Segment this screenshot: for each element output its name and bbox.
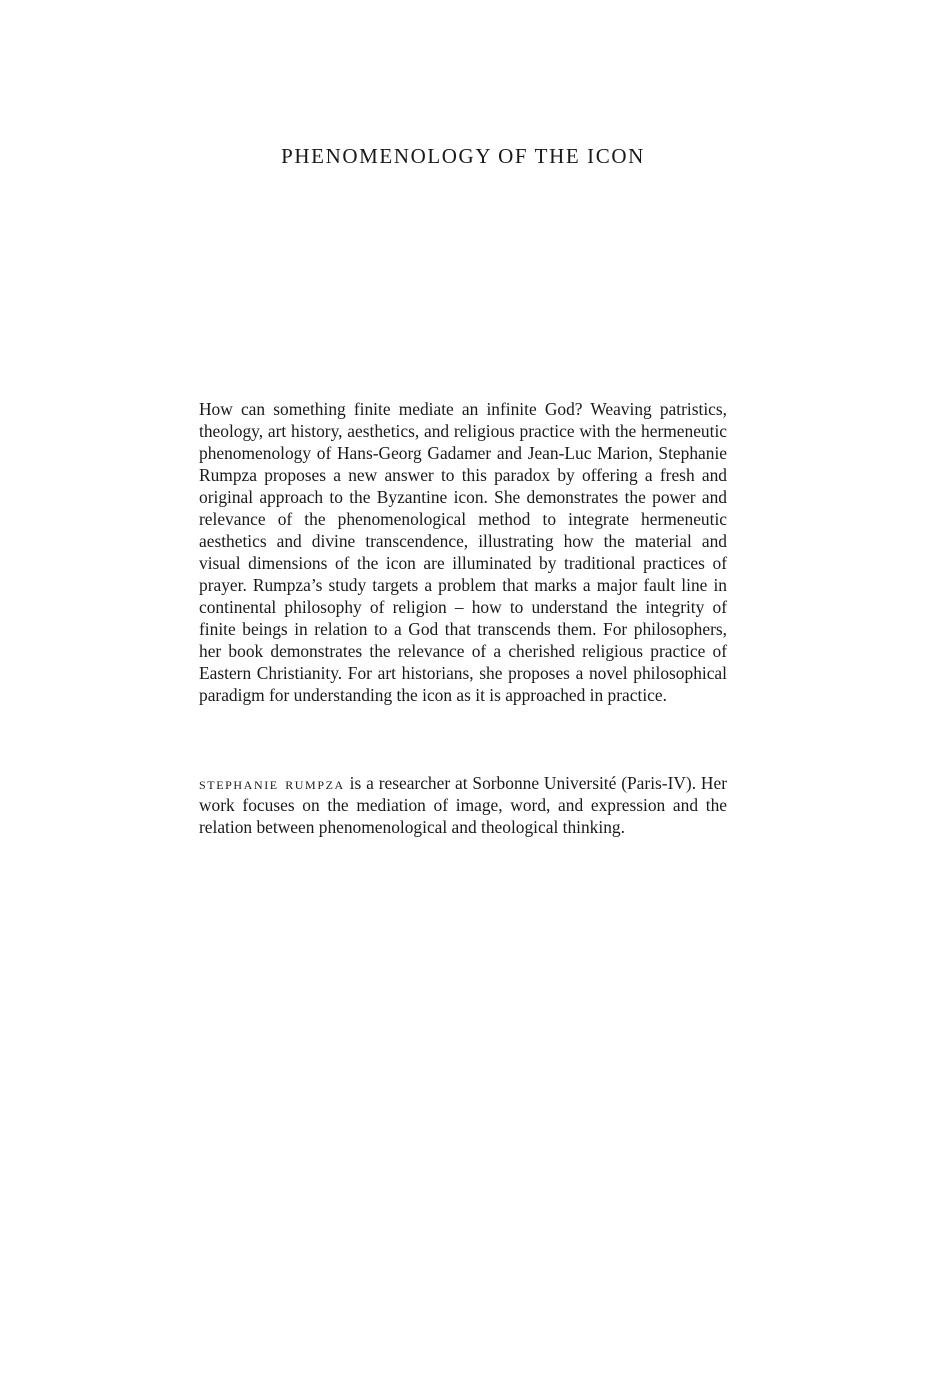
author-bio-text: is a researcher at Sorbonne Université (Paris-IV). Her work focuses on the mediation of image, word, and expression and the relation between phenomenological and theological thinking. <box>199 773 727 837</box>
author-bio <box>199 772 727 838</box>
page-title: PHENOMENOLOGY OF THE ICON <box>281 144 645 168</box>
author-name: stephanie rumpza <box>199 773 345 793</box>
book-description: How can something finite mediate an infinite God? Weaving patristics, theology, art history, aesthetics, and religious practice with the hermeneutic phenomenology of Hans-Georg Gadamer and Jean-Luc Marion, Stephanie Rumpza proposes a new answer to this paradox by offering a fresh and original approach to the Byzantine icon. She demonstrates the power and relevance of the phenomenological method to integrate hermeneutic aesthetics and divine transcendence, illustrating how the material and visual dimensions of the icon are illuminated by traditional practices of prayer. Rumpza’s study targets a problem that marks a major fault line in continental philosophy of religion – how to understand the integrity of finite beings in relation to a God that transcends them. For philosophers, her book demonstrates the relevance of a cherished religious practice of Eastern Christianity. For art historians, she proposes a novel philosophical paradigm for understanding the icon as it is approached in practice. <box>199 399 727 705</box>
